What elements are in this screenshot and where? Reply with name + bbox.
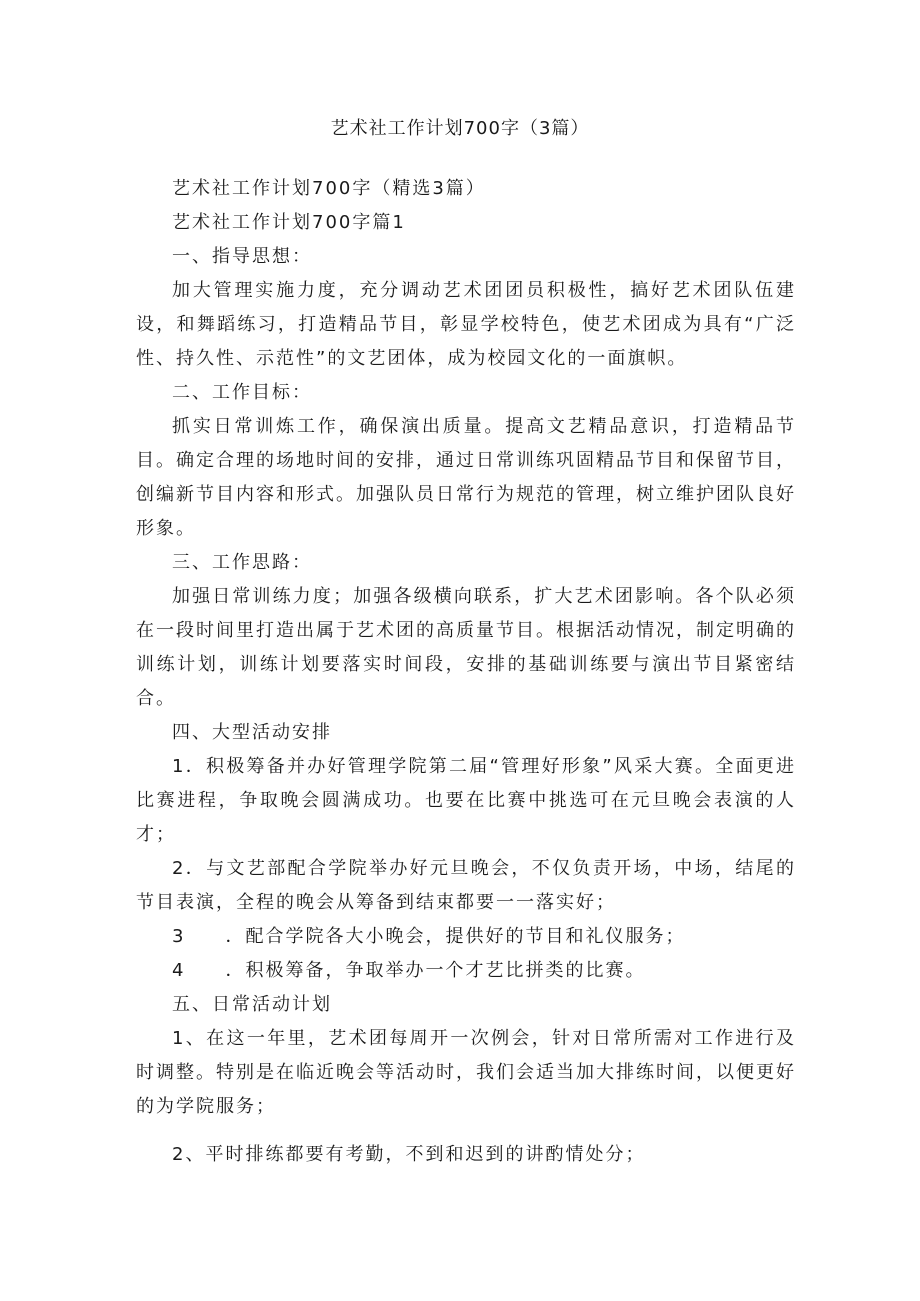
list-item-event-2: 2．与文艺部配合学院举办好元旦晚会，不仅负责开场，中场，结尾的节目表演，全程的晚会从筹备到结束都要一一落实好； [136, 858, 796, 913]
list-item-activity-1: 1、在这一年里，艺术团每周开一次例会，针对日常所需对工作进行及时调整。特别是在临近晚会等活动时，我们会适当加大排练时间，以便更好的为学院服务； [136, 1028, 796, 1117]
heading-work-approach: 三、工作思路： [172, 552, 312, 573]
paragraph-work-goals: 抓实日常训炼工作，确保演出质量。提高文艺精品意识，打造精品节目。确定合理的场地时间的安排，通过日常训练巩固精品节目和保留节目，创编新节目内容和形式。加强队员日常行为规范的管理，树立维护团队良好形象。 [136, 416, 796, 539]
heading-daily-activities: 五、日常活动计划 [172, 994, 332, 1015]
paragraph-work-approach: 加强日常训练力度；加强各级横向联系，扩大艺术团影响。各个队必须在一段时间里打造出属于艺术团的高质量节目。根据活动情况，制定明确的训练计划，训练计划要落实时间段，安排的基础训练要与演出节目紧密结合。 [136, 586, 796, 709]
subtitle: 艺术社工作计划700字（精选3篇） [172, 178, 486, 199]
heading-work-goals: 二、工作目标： [172, 382, 312, 403]
paragraph-guiding-ideology: 加大管理实施力度，充分调动艺术团团员积极性，搞好艺术团队伍建设，和舞蹈练习，打造精品节目，彰显学校特色，使艺术团成为具有“广泛性、持久性、示范性”的文艺团体，成为校园文化的一面旗帜。 [136, 280, 796, 369]
section-title: 艺术社工作计划700字篇1 [172, 212, 406, 233]
heading-major-events: 四、大型活动安排 [172, 722, 332, 743]
heading-guiding-ideology: 一、指导思想： [172, 246, 312, 267]
document-body [136, 172, 796, 1172]
list-item-event-4: 4 ．积极筹备，争取举办一个才艺比拼类的比赛。 [172, 960, 646, 981]
list-item-event-1: 1．积极筹备并办好管理学院第二届“管理好形象”风采大赛。全面更进比赛进程，争取晚会圆满成功。也要在比赛中挑选可在元旦晚会表演的人才； [136, 756, 796, 845]
document-title: 艺术社工作计划700字（3篇） [330, 118, 590, 139]
list-item-event-3: 3 ．配合学院各大小晚会，提供好的节目和礼仪服务； [172, 926, 686, 947]
list-item-activity-2: 2、平时排练都要有考勤，不到和迟到的讲酌情处分； [172, 1144, 646, 1165]
